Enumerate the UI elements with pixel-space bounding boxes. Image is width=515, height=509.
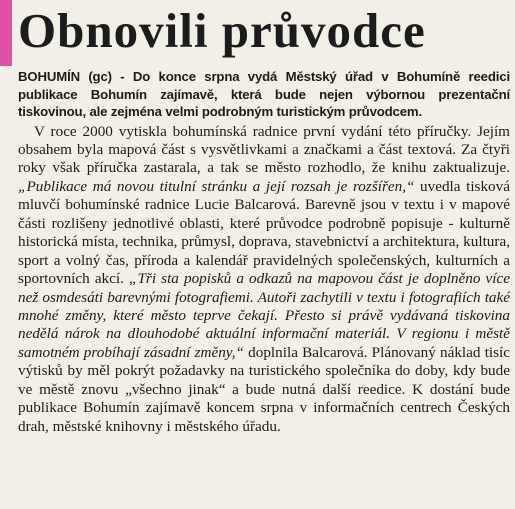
quote-text: „Publikace má novou titulní stránku a její rozsah je rozšířen,“ [18,177,415,195]
body-paragraph [18,123,510,437]
headline: Obnovili průvodce [18,3,426,58]
pink-highlight-marker [0,0,12,66]
quote-text: „Tři sta popisků a odkazů na mapovou část je doplněno více než osmdesáti barevnými fotografiemi. Autoři zachytili v textu i fotografiích také mnohé změny, které město teprve čekají. Přesto si právě vydávaná tiskovina nedělá nárok na dlouhodobé aktuální informační materiál. V regionu i městě samotném probíhají zásadní změny,“ [18,270,510,361]
body-text: uvedla tisková mluvčí bohumínské radnice Lucie Balcarová. Barevně jsou v textu i v mapové části rozlišeny jednotlivé oblasti, které průvodce podrobně popisuje - kulturně historická místa, technika, průmysl, doprava, stavebnictví a architektura, kultura, sport a volný čas, příroda a kalendář pravidelných společenských, kulturních a sportovních akcí. [18,177,510,288]
body-text: V roce 2000 vytiskla bohumínská radnice první vydání této příručky. Jejím obsahem byla mapová část s vysvětlivkami a značkami a část textová. Za čtyři roky však příručka zastarala, a tak se město rozhodlo, že knihu zaktualizuje. [18,122,510,177]
lead-paragraph: BOHUMÍN (gc) - Do konce srpna vydá Městský úřad v Bohumíně reedici publikace Bohumín zajímavě, která bude nejen výbornou prezentační tiskovinou, ale zejména velmi podrobným turistickým průvodcem. [18,69,510,119]
article [18,2,510,436]
body-text: doplnila Balcarová. Plánovaný náklad tisíc výtisků by měl pokrýt požadavky na turistického společníka do doby, kdy bude ve městě znovu „všechno jinak“ a bude nutná další reedice. K dostání bude publikace Bohumín zajímavě koncem srpna v informačních centrech Českých drah, městské knihovny i městského úřadu. [18,343,510,435]
